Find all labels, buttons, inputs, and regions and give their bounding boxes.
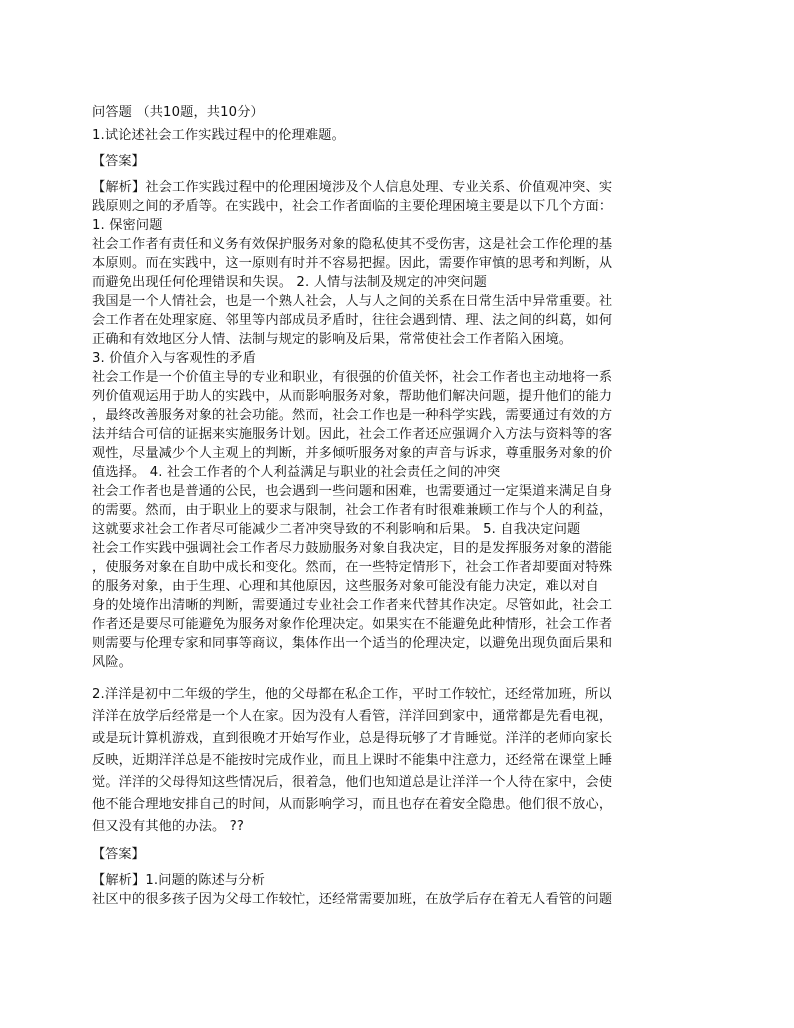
question-2-line: 他不能合理地安排自己的时间，从而影响学习，而且也存在着安全隐患。他们很不放心， — [92, 797, 613, 812]
document-page — [92, 102, 704, 909]
question-2-line: 2.洋洋是初中二年级的学生，他的父母都在私企工作，平时工作较忙，还经常加班，所以 — [92, 687, 612, 702]
question-1-analysis-line: 社会工作者也是普通的公民，也会遇到一些问题和困难，也需要通过一定渠道来满足自身 — [92, 484, 613, 499]
question-1-analysis-line: ，最终改善服务对象的社会功能。然而，社会工作也是一种科学实践，需要通过有效的方 — [92, 408, 613, 423]
question-1-analysis-line: 3. 价值介入与客观性的矛盾 — [92, 351, 256, 366]
question-2-answer-label: 【答案】 — [92, 847, 145, 862]
question-1-text: 1.试论述社会工作实践过程中的伦理难题。 — [92, 128, 345, 143]
question-2-analysis-line: 【解析】1.问题的陈述与分析 — [92, 873, 265, 888]
question-1-analysis-line: 这就要求社会工作者尽可能减少二者冲突导致的不利影响和后果。 5. 自我决定问题 — [92, 522, 581, 537]
question-2-line: 洋洋在放学后经常是一个人在家。因为没有人看管，洋洋回到家中，通常都是先看电视， — [92, 709, 613, 724]
question-1-analysis-line: 正确和有效地区分人情、法制与规定的影响及后果，常常使社会工作者陷入困境。 — [92, 332, 573, 347]
analysis-label: 【解析】 — [92, 873, 146, 888]
question-1-analysis-line: 作者还是要尽可能避免为服务对象作伦理决定。如果实在不能避免此种情形，社会工作者 — [92, 617, 613, 632]
question-1-analysis-line: 社会工作实践中强调社会工作者尽力鼓励服务对象自我决定，目的是发挥服务对象的潜能 — [92, 541, 613, 556]
section-header: 问答题 （共10题，共10分） — [92, 105, 264, 120]
question-1-analysis-line: 身的处境作出清晰的判断，需要通过专业社会工作者来代替其作决定。尽管如此，社会工 — [92, 598, 613, 613]
question-2-line: 或是玩计算机游戏，直到很晚才开始写作业，总是得玩够了才肯睡觉。洋洋的老师向家长 — [92, 731, 613, 746]
question-1-analysis-line: 观性，尽量减少个人主观上的判断，并多倾听服务对象的声音与诉求，尊重服务对象的价 — [92, 446, 613, 461]
question-2-line: 觉。洋洋的父母得知这些情况后，很着急，他们也知道总是让洋洋一个人待在家中，会使 — [92, 775, 613, 790]
question-1-analysis-line: 的服务对象，由于生理、心理和其他原因，这些服务对象可能没有能力决定，难以对自 — [92, 579, 599, 594]
question-1-analysis-line: 社会工作者有责任和义务有效保护服务对象的隐私使其不受伤害，这是社会工作伦理的基 — [92, 237, 613, 252]
question-1-analysis-line: 法并结合可信的证据来实施服务计划。因此，社会工作者还应强调介入方法与资料等的客 — [92, 427, 613, 442]
question-1-analysis-line: 践原则之间的矛盾等。在实践中，社会工作者面临的主要伦理困境主要是以下几个方面： — [92, 199, 613, 214]
question-1-analysis-line: 列价值观运用于助人的实践中，从而影响服务对象，帮助他们解决问题，提升他们的能力 — [92, 389, 613, 404]
question-1-analysis-line: 则需要与伦理专家和同事等商议，集体作出一个适当的伦理决定，以避免出现负面后果和 — [92, 636, 613, 651]
question-1-analysis-line: 本原则。而在实践中，这一原则有时并不容易把握。因此，需要作审慎的思考和判断，从 — [92, 256, 613, 271]
question-1-analysis-line: 我国是一个人情社会，也是一个熟人社会，人与人之间的关系在日常生活中异常重要。社 — [92, 294, 613, 309]
question-1-analysis-line: 会工作者在处理家庭、邻里等内部成员矛盾时，往往会遇到情、理、法之间的纠葛，如何 — [92, 313, 613, 328]
question-1-analysis-line: 的需要。然而，由于职业上的要求与限制，社会工作者有时很难兼顾工作与个人的利益， — [92, 503, 613, 518]
question-1-analysis-line: 风险。 — [92, 655, 133, 670]
question-2-line: 但又没有其他的办法。 ?? — [92, 819, 245, 834]
question-1-analysis-line: 【解析】社会工作实践过程中的伦理困境涉及个人信息处理、专业关系、价值观冲突、实 — [92, 180, 613, 195]
question-1-analysis-line: 社会工作是一个价值主导的专业和职业，有很强的价值关怀，社会工作者也主动地将一系 — [92, 370, 613, 385]
question-1-analysis-line: 值选择。 4. 社会工作者的个人利益满足与职业的社会责任之间的冲突 — [92, 465, 501, 480]
analysis-label: 【解析】 — [92, 180, 146, 195]
question-1-answer-label: 【答案】 — [92, 154, 145, 169]
question-1-analysis-line: ，使服务对象在自助中成长和变化。然而，在一些特定情形下，社会工作者却要面对特殊 — [92, 560, 613, 575]
question-1-analysis-line: 而避免出现任何伦理错误和失误。 2. 人情与法制及规定的冲突问题 — [92, 275, 488, 290]
question-1-analysis-line: 1. 保密问题 — [92, 218, 163, 233]
question-2-line: 反映，近期洋洋总是不能按时完成作业，而且上课时不能集中注意力，还经常在课堂上睡 — [92, 753, 613, 768]
question-2-analysis-line: 社区中的很多孩子因为父母工作较忙，还经常需要加班，在放学后存在着无人看管的问题 — [92, 892, 613, 907]
